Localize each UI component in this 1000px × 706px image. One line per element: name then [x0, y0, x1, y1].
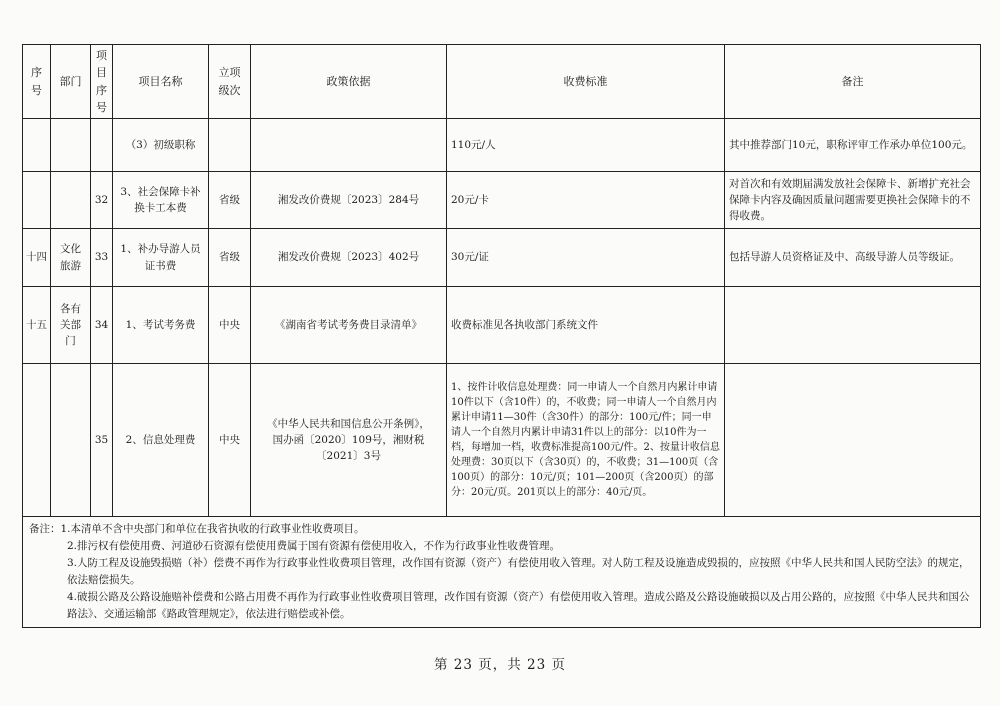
- cell-level: 中央: [209, 287, 251, 364]
- cell-standard: 110元/人: [447, 119, 725, 172]
- cell-item-name: 1、考试考务费: [113, 287, 209, 364]
- cell-item-name: 3、社会保障卡补换卡工本费: [113, 172, 209, 229]
- cell-item-seq: 33: [91, 229, 113, 287]
- cell-basis: [251, 119, 447, 172]
- note-3: 3.人防工程及设施毁损赔（补）偿费不再作为行政事业性收费项目管理，改作国有资源（资产）有偿使用收入管理。对人防工程及设施造成毁损的，应按照《中华人民共和国人民防空法》的规定，依法赔偿损失。: [67, 557, 970, 586]
- cell-item-seq: 34: [91, 287, 113, 364]
- cell-seq: [23, 172, 51, 229]
- cell-item-seq: 35: [91, 364, 113, 517]
- header-seq: 序号: [23, 45, 51, 119]
- cell-seq: 十四: [23, 229, 51, 287]
- cell-level: 省级: [209, 172, 251, 229]
- cell-seq: [23, 119, 51, 172]
- cell-level: 中央: [209, 364, 251, 517]
- cell-standard: 30元/证: [447, 229, 725, 287]
- cell-standard: 20元/卡: [447, 172, 725, 229]
- header-basis: 政策依据: [251, 45, 447, 119]
- cell-seq: 十五: [23, 287, 51, 364]
- cell-dept: 各有关部门: [51, 287, 91, 364]
- header-standard: 收费标准: [447, 45, 725, 119]
- cell-standard: 1、按件计收信息处理费：同一申请人一个自然月内累计申请10件以下（含10件）的，不收费；同一申请人一个自然月内累计申请11—30件（含30件）的部分：100元/件；同一申请人一个自然月内累计申请31件以上的部分：以10件为一档，每增加一档，收费标准提高100元/件。2、按量计收信息处理费：30页以下（含30页）的，不收费；31—100页（含100页）的部分：10元/页；101—200页（含200页）的部分：20元/页。201页以上的部分：40元/页。: [447, 364, 725, 517]
- table-row: [23, 119, 981, 172]
- table-row: [23, 229, 981, 287]
- table-row: [23, 364, 981, 517]
- cell-remark: 包括导游人员资格证及中、高级导游人员等级证。: [725, 229, 981, 287]
- table-row: [23, 172, 981, 229]
- cell-basis: 《湖南省考试考务费目录清单》: [251, 287, 447, 364]
- cell-basis: 湘发改价费规〔2023〕284号: [251, 172, 447, 229]
- notes-cell: [23, 517, 981, 628]
- cell-seq: [23, 364, 51, 517]
- cell-dept: [51, 119, 91, 172]
- cell-basis: 湘发改价费规〔2023〕402号: [251, 229, 447, 287]
- header-dept: 部门: [51, 45, 91, 119]
- cell-remark: 对首次和有效期届满发放社会保障卡、新增扩充社会保障卡内容及确因质量问题需要更换社会保障卡的不得收费。: [725, 172, 981, 229]
- cell-dept: [51, 364, 91, 517]
- header-item-seq: 项目序号: [91, 45, 113, 119]
- note-2: 2.排污权有偿使用费、河道砂石资源有偿使用费属于国有资源有偿使用收入，不作为行政事业性收费管理。: [67, 540, 561, 552]
- cell-remark: 其中推荐部门10元，职称评审工作承办单位100元。: [725, 119, 981, 172]
- table-row: [23, 287, 981, 364]
- cell-item-name: （3）初级职称: [113, 119, 209, 172]
- cell-item-seq: 32: [91, 172, 113, 229]
- cell-level: 省级: [209, 229, 251, 287]
- cell-dept: 文化旅游: [51, 229, 91, 287]
- cell-item-seq: [91, 119, 113, 172]
- header-row: [23, 45, 981, 119]
- note-4: 4.破损公路及公路设施赔补偿费和公路占用费不再作为行政事业性收费项目管理，改作国有资源（资产）有偿使用收入管理。造成公路及公路设施破损以及占用公路的，应按照《中华人民共和国公路法》、交通运输部《路政管理规定》，依法进行赔偿或补偿。: [67, 591, 970, 620]
- fee-table: [22, 44, 981, 628]
- notes-row: [23, 517, 981, 628]
- header-level: 立项级次: [209, 45, 251, 119]
- cell-level: [209, 119, 251, 172]
- cell-standard: 收费标准见各执收部门系统文件: [447, 287, 725, 364]
- cell-basis: 《中华人民共和国信息公开条例》，国办函〔2020〕109号，湘财税〔2021〕3号: [251, 364, 447, 517]
- cell-item-name: 1、补办导游人员证书费: [113, 229, 209, 287]
- cell-dept: [51, 172, 91, 229]
- cell-remark: [725, 287, 981, 364]
- cell-remark: [725, 364, 981, 517]
- cell-item-name: 2、信息处理费: [113, 364, 209, 517]
- header-remark: 备注: [725, 45, 981, 119]
- note-1: 备注：1.本清单不含中央部门和单位在我省执收的行政事业性收费项目。: [29, 523, 365, 535]
- page-footer: 第 23 页，共 23 页: [433, 657, 567, 673]
- header-item-name: 项目名称: [113, 45, 209, 119]
